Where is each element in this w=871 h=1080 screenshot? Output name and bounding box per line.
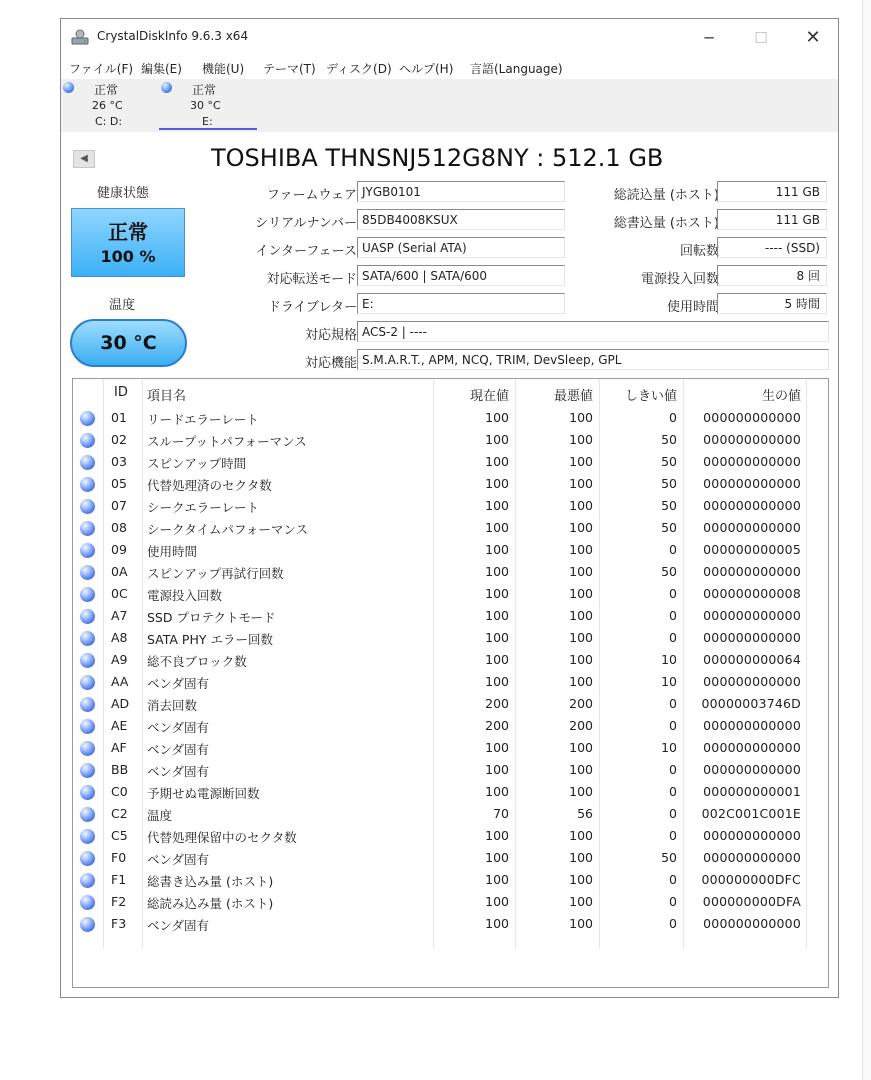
threshold-value: 50 — [661, 564, 677, 579]
attribute-name: 消去回数 — [147, 698, 198, 713]
worst-value: 100 — [569, 872, 593, 887]
drive-status: 正常 — [94, 83, 119, 97]
attribute-name: SSD プロテクトモード — [147, 610, 276, 625]
firmware-row — [61, 181, 571, 203]
table-row[interactable] — [73, 781, 830, 803]
drive-tab-e[interactable] — [159, 79, 249, 132]
table-row[interactable] — [73, 759, 830, 781]
threshold-value: 50 — [661, 476, 677, 491]
table-row[interactable] — [73, 605, 830, 627]
worst-value: 100 — [569, 432, 593, 447]
attribute-id: AF — [111, 740, 127, 755]
worst-value: 100 — [569, 740, 593, 755]
threshold-value: 0 — [669, 872, 677, 887]
drive-letter-row — [61, 293, 571, 315]
attribute-name: ベンダ固有 — [147, 676, 210, 691]
power-hours-value: 5 時間 — [717, 293, 827, 314]
raw-value: 000000000008 — [703, 586, 801, 601]
threshold-value: 0 — [669, 784, 677, 799]
current-value: 100 — [485, 498, 509, 513]
current-value: 100 — [485, 608, 509, 623]
current-value: 100 — [485, 432, 509, 447]
drive-tabs — [61, 79, 838, 132]
attribute-name: ベンダ固有 — [147, 764, 210, 779]
threshold-value: 10 — [661, 652, 677, 667]
threshold-value: 0 — [669, 608, 677, 623]
rotation-value: ---- (SSD) — [717, 237, 827, 258]
interface-value: UASP (Serial ATA) — [357, 237, 565, 258]
current-value: 100 — [485, 410, 509, 425]
app-disk-icon — [71, 29, 89, 45]
worst-value: 100 — [569, 454, 593, 469]
attribute-name: 総読み込み量 (ホスト) — [147, 896, 274, 911]
menu-language[interactable]: 言語(Language) — [470, 62, 563, 76]
raw-value: 000000000000 — [703, 476, 801, 491]
raw-value: 000000000000 — [703, 410, 801, 425]
table-row[interactable] — [73, 583, 830, 605]
current-value: 100 — [485, 872, 509, 887]
menu-help[interactable]: ヘルプ(H) — [399, 62, 454, 76]
attribute-id: 07 — [111, 498, 127, 513]
current-value: 100 — [485, 520, 509, 535]
firmware-value: JYGB0101 — [357, 181, 565, 202]
table-row[interactable] — [73, 473, 830, 495]
status-dot-icon — [80, 763, 95, 778]
status-dot-icon — [80, 675, 95, 690]
attribute-name: ベンダ固有 — [147, 918, 210, 933]
worst-value: 100 — [569, 916, 593, 931]
menu-function[interactable]: 機能(U) — [202, 62, 245, 76]
temperature-box[interactable]: 30 °C — [70, 319, 187, 367]
status-dot-icon — [80, 543, 95, 558]
threshold-value: 0 — [669, 410, 677, 425]
worst-value: 100 — [569, 498, 593, 513]
attribute-name: ベンダ固有 — [147, 742, 210, 757]
table-row[interactable] — [73, 539, 830, 561]
firmware-label: ファームウェア — [266, 188, 357, 203]
threshold-value: 10 — [661, 674, 677, 689]
attribute-name: ベンダ固有 — [147, 720, 210, 735]
raw-value: 000000000000 — [703, 916, 801, 931]
drive-letter: C: D: — [95, 115, 123, 128]
raw-value: 000000000001 — [703, 784, 801, 799]
features-label: 対応機能 — [304, 356, 357, 371]
raw-value: 000000000000 — [703, 762, 801, 777]
menu-theme[interactable]: テーマ(T) — [263, 62, 316, 76]
header-threshold[interactable]: しきい値 — [624, 389, 677, 404]
raw-value: 000000000000 — [703, 630, 801, 645]
threshold-value: 50 — [661, 498, 677, 513]
raw-value: 000000000000 — [703, 454, 801, 469]
status-dot-icon — [80, 741, 95, 756]
status-dot-icon — [80, 499, 95, 514]
threshold-value: 0 — [669, 696, 677, 711]
drive-letter: E: — [202, 115, 213, 128]
power-hours-row — [571, 293, 831, 315]
worst-value: 100 — [569, 850, 593, 865]
status-dot-icon — [80, 631, 95, 646]
standard-value: ACS-2 | ---- — [357, 321, 829, 342]
worst-value: 100 — [569, 894, 593, 909]
status-dot-icon — [80, 477, 95, 492]
table-row[interactable] — [73, 495, 830, 517]
drive-temp: 26 °C — [92, 99, 123, 112]
menu-file[interactable]: ファイル(F) — [69, 62, 134, 76]
minimize-button[interactable]: ─ — [704, 29, 714, 47]
host-reads-label: 総読込量 (ホスト) — [613, 188, 719, 203]
current-value: 100 — [485, 850, 509, 865]
features-value: S.M.A.R.T., APM, NCQ, TRIM, DevSleep, GPL — [357, 349, 829, 370]
menu-disk[interactable]: ディスク(D) — [326, 62, 392, 76]
raw-value: 000000000000 — [703, 674, 801, 689]
worst-value: 100 — [569, 652, 593, 667]
attribute-id: AA — [111, 674, 129, 689]
status-dot-icon — [80, 521, 95, 536]
current-value: 100 — [485, 476, 509, 491]
threshold-value: 0 — [669, 542, 677, 557]
status-dot-icon — [80, 455, 95, 470]
worst-value: 100 — [569, 630, 593, 645]
current-value: 100 — [485, 828, 509, 843]
current-value: 100 — [485, 564, 509, 579]
status-dot-icon — [80, 895, 95, 910]
health-label: 健康状態 — [97, 186, 150, 201]
table-row[interactable] — [73, 451, 830, 473]
health-percent: 100 % — [100, 247, 156, 266]
current-value: 100 — [485, 454, 509, 469]
attribute-name: スピンアップ時間 — [147, 456, 247, 471]
worst-value: 100 — [569, 586, 593, 601]
attribute-id: C5 — [111, 828, 128, 843]
attribute-name: シークタイムパフォーマンス — [147, 522, 309, 537]
threshold-value: 0 — [669, 762, 677, 777]
attribute-id: A8 — [111, 630, 128, 645]
raw-value: 000000000000 — [703, 740, 801, 755]
threshold-value: 0 — [669, 916, 677, 931]
rotation-row — [571, 237, 831, 259]
table-row[interactable] — [73, 715, 830, 737]
worst-value: 200 — [569, 696, 593, 711]
disk-model-title: TOSHIBA THNSNJ512G8NY : 512.1 GB — [211, 144, 664, 172]
status-dot-icon — [80, 785, 95, 800]
drive-letter-label: ドライブレター — [267, 300, 357, 315]
raw-value: 002C001C001E — [701, 806, 801, 821]
drive-status-dot-icon — [63, 82, 74, 93]
attribute-name: 電源投入回数 — [147, 588, 223, 603]
raw-value: 000000000000 — [703, 828, 801, 843]
maximize-button[interactable]: ☐ — [754, 29, 768, 47]
crystaldiskinfo-window — [60, 18, 839, 998]
power-hours-label: 使用時間 — [666, 300, 719, 315]
attribute-id: F2 — [111, 894, 127, 909]
table-row[interactable] — [73, 671, 830, 693]
table-row[interactable] — [73, 561, 830, 583]
status-dot-icon — [80, 851, 95, 866]
window-title: CrystalDiskInfo 9.6.3 x64 — [97, 29, 249, 43]
status-dot-icon — [80, 587, 95, 602]
table-row[interactable] — [73, 407, 830, 429]
title-bar — [61, 19, 838, 57]
attribute-id: F3 — [111, 916, 127, 931]
host-writes-value: 111 GB — [717, 209, 827, 230]
attribute-name: 総書き込み量 (ホスト) — [147, 874, 274, 889]
current-value: 100 — [485, 784, 509, 799]
raw-value: 000000000DFC — [701, 872, 801, 887]
raw-value: 000000000000 — [703, 520, 801, 535]
current-value: 200 — [485, 718, 509, 733]
menu-edit[interactable]: 編集(E) — [141, 62, 182, 76]
worst-value: 100 — [569, 674, 593, 689]
host-writes-label: 総書込量 (ホスト) — [613, 216, 719, 231]
drive-tab-c-d[interactable] — [61, 79, 151, 132]
threshold-value: 0 — [669, 586, 677, 601]
threshold-value: 0 — [669, 718, 677, 733]
current-value: 70 — [493, 806, 509, 821]
attribute-name: スループットパフォーマンス — [147, 434, 307, 449]
table-row[interactable] — [73, 913, 830, 935]
table-row[interactable] — [73, 429, 830, 451]
serial-row — [61, 209, 571, 231]
smart-attributes-table[interactable] — [72, 378, 829, 988]
threshold-value: 50 — [661, 520, 677, 535]
features-row — [61, 349, 831, 371]
raw-value: 000000000DFA — [702, 894, 801, 909]
table-row[interactable] — [73, 737, 830, 759]
menu-bar — [61, 57, 838, 79]
attribute-name: 予期せぬ電源断回数 — [147, 786, 260, 801]
current-value: 100 — [485, 894, 509, 909]
current-value: 100 — [485, 542, 509, 557]
raw-value: 000000000000 — [703, 608, 801, 623]
status-dot-icon — [80, 653, 95, 668]
previous-disk-button[interactable]: ◀ — [73, 150, 95, 168]
worst-value: 100 — [569, 608, 593, 623]
drive-status-dot-icon — [161, 82, 172, 93]
threshold-value: 50 — [661, 850, 677, 865]
attribute-name: ベンダ固有 — [147, 852, 210, 867]
attribute-name: 代替処理済のセクタ数 — [147, 478, 272, 493]
attribute-id: 03 — [111, 454, 127, 469]
standard-label: 対応規格 — [304, 328, 357, 343]
worst-value: 100 — [569, 762, 593, 777]
status-dot-icon — [80, 433, 95, 448]
status-dot-icon — [80, 565, 95, 580]
table-row[interactable] — [73, 869, 830, 891]
threshold-value: 0 — [669, 806, 677, 821]
table-row[interactable] — [73, 517, 830, 539]
attribute-id: C2 — [111, 806, 128, 821]
attribute-name: 温度 — [147, 808, 173, 823]
current-value: 100 — [485, 674, 509, 689]
raw-value: 000000000000 — [703, 498, 801, 513]
header-name[interactable]: 項目名 — [147, 389, 187, 404]
status-dot-icon — [80, 873, 95, 888]
attribute-name: リードエラーレート — [147, 412, 259, 427]
worst-value: 100 — [569, 828, 593, 843]
host-writes-row — [571, 209, 831, 231]
current-value: 100 — [485, 762, 509, 777]
serial-value: 85DB4008KSUX — [357, 209, 565, 230]
drive-letter-value: E: — [357, 293, 565, 314]
worst-value: 100 — [569, 784, 593, 799]
threshold-value: 50 — [661, 454, 677, 469]
attribute-name: 総不良ブロック数 — [147, 654, 247, 669]
table-row[interactable] — [73, 693, 830, 715]
interface-label: インターフェース — [255, 244, 357, 259]
worst-value: 56 — [577, 806, 593, 821]
worst-value: 100 — [569, 542, 593, 557]
worst-value: 100 — [569, 410, 593, 425]
power-count-row — [571, 265, 831, 287]
raw-value: 000000000064 — [703, 652, 801, 667]
header-id[interactable]: ID — [114, 385, 128, 400]
page-edge — [862, 0, 871, 1080]
header-worst[interactable]: 最悪値 — [553, 389, 593, 404]
transfer-mode-row — [61, 265, 571, 287]
status-dot-icon — [80, 697, 95, 712]
attribute-id: 05 — [111, 476, 127, 491]
status-dot-icon — [80, 917, 95, 932]
current-value: 100 — [485, 586, 509, 601]
table-row[interactable] — [73, 847, 830, 869]
drive-temp: 30 °C — [190, 99, 221, 112]
status-dot-icon — [80, 807, 95, 822]
raw-value: 00000003746D — [701, 696, 801, 711]
attribute-id: AD — [111, 696, 130, 711]
table-row[interactable] — [73, 649, 830, 671]
worst-value: 100 — [569, 564, 593, 579]
attribute-name: スピンアップ再試行回数 — [147, 566, 284, 581]
header-current[interactable]: 現在値 — [469, 389, 509, 404]
attribute-id: 08 — [111, 520, 127, 535]
power-count-value: 8 回 — [717, 265, 827, 286]
current-value: 200 — [485, 696, 509, 711]
status-dot-icon — [80, 411, 95, 426]
host-reads-row — [571, 181, 831, 203]
threshold-value: 10 — [661, 740, 677, 755]
raw-value: 000000000000 — [703, 850, 801, 865]
current-value: 100 — [485, 652, 509, 667]
threshold-value: 50 — [661, 432, 677, 447]
power-count-label: 電源投入回数 — [640, 272, 719, 287]
active-tab-indicator — [159, 128, 257, 130]
attribute-id: BB — [111, 762, 129, 777]
attribute-id: C0 — [111, 784, 128, 799]
table-row[interactable] — [73, 627, 830, 649]
attribute-name: 使用時間 — [147, 544, 198, 559]
attribute-id: 0A — [111, 564, 128, 579]
attribute-id: 09 — [111, 542, 127, 557]
current-value: 100 — [485, 916, 509, 931]
temperature-label: 温度 — [109, 298, 136, 313]
attribute-id: A7 — [111, 608, 128, 623]
drive-status: 正常 — [192, 83, 217, 97]
serial-label: シリアルナンバー — [255, 216, 357, 231]
threshold-value: 0 — [669, 630, 677, 645]
attribute-id: AE — [111, 718, 128, 733]
attribute-id: A9 — [111, 652, 128, 667]
worst-value: 100 — [569, 520, 593, 535]
header-raw[interactable]: 生の値 — [761, 389, 801, 404]
current-value: 100 — [485, 740, 509, 755]
raw-value: 000000000000 — [703, 564, 801, 579]
health-status: 正常 — [108, 220, 148, 244]
worst-value: 200 — [569, 718, 593, 733]
attribute-name: シークエラーレート — [147, 500, 260, 515]
raw-value: 000000000005 — [703, 542, 801, 557]
raw-value: 000000000000 — [703, 718, 801, 733]
transfer-mode-value: SATA/600 | SATA/600 — [357, 265, 565, 286]
host-reads-value: 111 GB — [717, 181, 827, 202]
raw-value: 000000000000 — [703, 432, 801, 447]
standard-row — [61, 321, 831, 343]
attribute-id: 0C — [111, 586, 128, 601]
attribute-id: F1 — [111, 872, 127, 887]
status-dot-icon — [80, 719, 95, 734]
interface-row — [61, 237, 571, 259]
table-row[interactable] — [73, 825, 830, 847]
threshold-value: 0 — [669, 894, 677, 909]
rotation-label: 回転数 — [679, 244, 719, 259]
attribute-name: SATA PHY エラー回数 — [147, 632, 273, 647]
status-dot-icon — [80, 609, 95, 624]
table-row[interactable] — [73, 891, 830, 913]
threshold-value: 0 — [669, 828, 677, 843]
close-button[interactable]: ✕ — [805, 27, 821, 48]
table-row[interactable] — [73, 803, 830, 825]
attribute-id: F0 — [111, 850, 127, 865]
attribute-id: 02 — [111, 432, 127, 447]
attribute-name: 代替処理保留中のセクタ数 — [147, 830, 297, 845]
status-dot-icon — [80, 829, 95, 844]
current-value: 100 — [485, 630, 509, 645]
attribute-id: 01 — [111, 410, 127, 425]
worst-value: 100 — [569, 476, 593, 491]
transfer-mode-label: 対応転送モード — [266, 272, 357, 287]
